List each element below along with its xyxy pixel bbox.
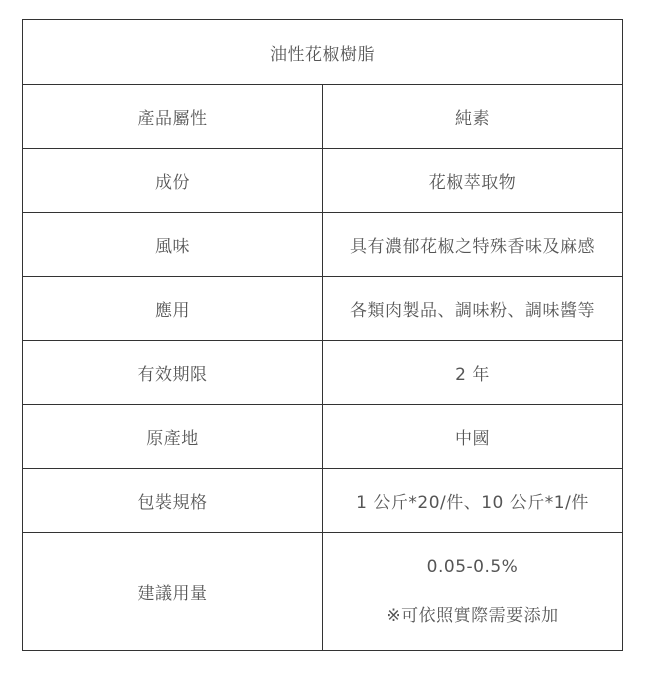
- row-label: 建議用量: [23, 533, 323, 651]
- usage-note: ※可依照實際需要添加: [386, 606, 559, 626]
- table-row-packaging: [23, 469, 623, 533]
- table-row-attribute: [23, 85, 623, 149]
- row-label: 風味: [23, 213, 323, 277]
- row-label: 成份: [23, 149, 323, 213]
- row-value: 花椒萃取物: [323, 149, 623, 213]
- table-row-ingredients: [23, 149, 623, 213]
- usage-dosage: 0.05-0.5%: [426, 557, 519, 577]
- row-label: 有效期限: [23, 341, 323, 405]
- row-label: 原產地: [23, 405, 323, 469]
- table-row-origin: [23, 405, 623, 469]
- row-value: 2 年: [323, 341, 623, 405]
- product-title: 油性花椒樹脂: [23, 20, 623, 85]
- row-value: 1 公斤*20/件、10 公斤*1/件: [323, 469, 623, 533]
- row-value: 中國: [323, 405, 623, 469]
- table-row-shelf-life: [23, 341, 623, 405]
- row-value: 具有濃郁花椒之特殊香味及麻感: [323, 213, 623, 277]
- row-value: 純素: [323, 85, 623, 149]
- table-row-flavor: [23, 213, 623, 277]
- row-label: 包裝規格: [23, 469, 323, 533]
- table-title-row: [23, 20, 623, 85]
- table-row-application: [23, 277, 623, 341]
- table-row-usage: [23, 533, 623, 651]
- row-label: 產品屬性: [23, 85, 323, 149]
- product-spec-table: [22, 19, 623, 651]
- row-value: 各類肉製品、調味粉、調味醬等: [323, 277, 623, 341]
- usage-value-cell: [323, 533, 623, 651]
- row-label: 應用: [23, 277, 323, 341]
